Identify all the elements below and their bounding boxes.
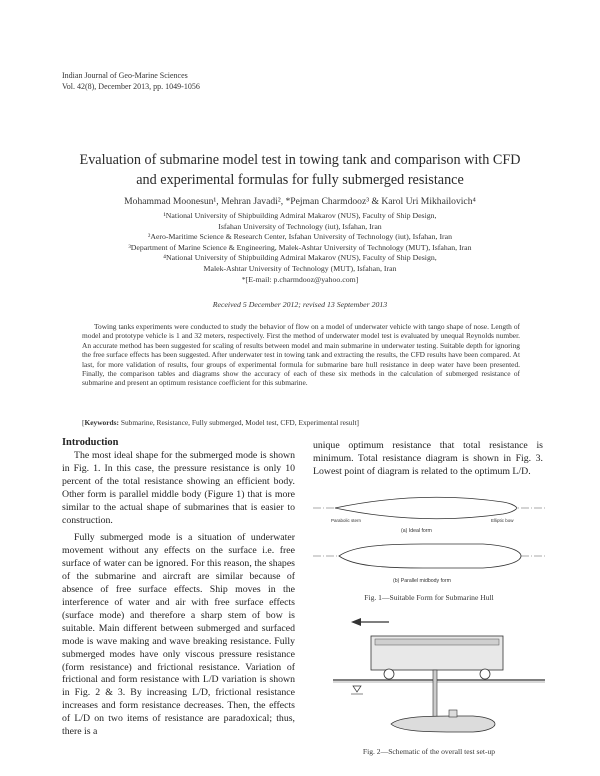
body-paragraph: Fully submerged mode is a situation of underwater movement without any effects on the surface i.e. free surface of water can be ignored. For this reason, the shapes of the submarine and aircraft are similar because of absence of free surface effects. Ship moves in the interference of water and air with free surface effects (surface mode) and therefore a sharp stem of bow is suitable. Main different between submerged and surfaced mode is wave making and wave breaking resistance. Fully submerged modes have only viscous pressure resistance (form resistance) and frictional resistance. Variation of frictional and form resistance with L/D variation is shown in Fig. 2 & 3. By increasing L/D, frictional resistance increases and form resistance decreases. Then, the effects of L/D on two items of resistance are paradoxical; thus, there is a <box>62 532 295 738</box>
author-email[interactable]: *[E-mail: p.charmdooz@yahoo.com] <box>241 274 359 284</box>
affiliation-line: ²Aero-Maritime Science & Research Center, Isfahan University of Technology (iut), Isfahan, Iran <box>147 232 452 242</box>
keywords-open-bracket: [ <box>82 418 85 427</box>
keywords-close-bracket: ] <box>356 418 360 427</box>
carriage-wheel <box>384 669 394 679</box>
direction-arrow-icon <box>351 618 361 626</box>
title-line-1: Evaluation of submarine model test in towing tank and comparison with CFD <box>79 152 521 168</box>
paper-title <box>60 150 540 190</box>
water-level-icon <box>353 686 361 692</box>
body-paragraph: The most ideal shape for the submerged mode is shown in Fig. 1. In this case, the pressure resistance is only 10 percent of the total resistance showing an efficient body. Other form is parallel middle body (Figure 1) that is more similar to the actual shape of submarines that is easier to construction. <box>62 450 295 526</box>
keywords-label: Keywords: <box>84 418 119 427</box>
tow-strut <box>433 670 437 720</box>
journal-name: Indian Journal of Geo-Marine Sciences <box>62 71 188 80</box>
figure-2-caption: Fig. 2—Schematic of the overall test set-up <box>362 747 496 756</box>
submarine-sail <box>449 710 457 717</box>
keywords-list: Submarine, Resistance, Fully submerged, Model test, CFD, Experimental result <box>120 418 357 427</box>
figure-1-caption: Fig. 1—Suitable Form for Submarine Hull <box>364 593 494 602</box>
keywords <box>82 418 520 427</box>
label-elliptic-bow: Elliptic bow <box>491 518 514 523</box>
author-list: Mohammad Moonesun¹, Mehran Javadi², *Pejman Charmdooz³ & Karol Uri Mikhailovich⁴ <box>124 196 476 207</box>
body-column-left <box>62 450 295 739</box>
received-dates: Received 5 December 2012; revised 13 September 2013 <box>212 300 388 309</box>
body-column-right <box>313 440 543 479</box>
figure-1 <box>313 494 545 611</box>
submarine-model <box>391 716 495 732</box>
affiliation-line: Malek-Ashtar University of Technology (MUT), Isfahan, Iran <box>203 263 397 273</box>
figure-2 <box>313 614 545 767</box>
affiliations <box>60 211 540 285</box>
section-heading-introduction: Introduction <box>62 437 119 448</box>
body-paragraph: unique optimum resistance that total resistance is minimum. Total resistance diagram is shown in Fig. 3. Lowest point of diagram is related to the optimum L/D. <box>313 440 543 477</box>
subcaption-b: (b) Parallel midbody form <box>393 578 451 584</box>
hull-forms-diagram <box>313 494 545 606</box>
affiliation-line: Isfahan University of Technology (iut), Isfahan, Iran <box>218 221 382 231</box>
title-line-2: and experimental formulas for fully submerged resistance <box>136 172 464 188</box>
carriage-wheel <box>480 669 490 679</box>
journal-volume: Vol. 42(8), December 2013, pp. 1049-1056 <box>62 82 200 91</box>
label-parabolic-stern: Parabolic stern <box>331 518 362 523</box>
test-setup-diagram <box>313 614 545 762</box>
ideal-hull-shape <box>335 497 517 518</box>
affiliation-line: ¹National University of Shipbuilding Admiral Makarov (NUS), Faculty of Ship Design, <box>163 211 437 220</box>
subcaption-a: (a) Ideal form <box>401 528 432 534</box>
affiliation-line: ⁴National University of Shipbuilding Admiral Makarov (NUS), Faculty of Ship Design, <box>163 253 437 263</box>
journal-header <box>62 70 200 92</box>
abstract: Towing tanks experiments were conducted to study the behavior of flow on a model of underwater vehicle with tango shape of nose. Length of model and prototype vehicle is 1 and 32 meters, respectively. First the method of underwater model test is evaluated by unequal Reynolds number. An accurate method has been suggested for scaling of results between model and main submarine in underwater testing. Suitable depth for ignoring the free surface effects has been suggested. After underwater test in towing tank and extracting the results, the CFD results have been compared. At last, for more validation of results, four groups of experimental formula for submarine bare hull resistance in deep water have been presented. Finally, the comparison tables and diagrams show the accuracy of each of these six methods in the calculation of submerged resistance of submarine and present an optimum resistance coefficient for this submarine. <box>82 322 520 388</box>
parallel-midbody-hull-shape <box>339 544 521 568</box>
affiliation-line: ³Department of Marine Science & Engineering, Malek-Ashtar University of Technology (MUT), Isfahan, Iran <box>128 242 472 252</box>
carriage-top-rail <box>375 639 499 645</box>
